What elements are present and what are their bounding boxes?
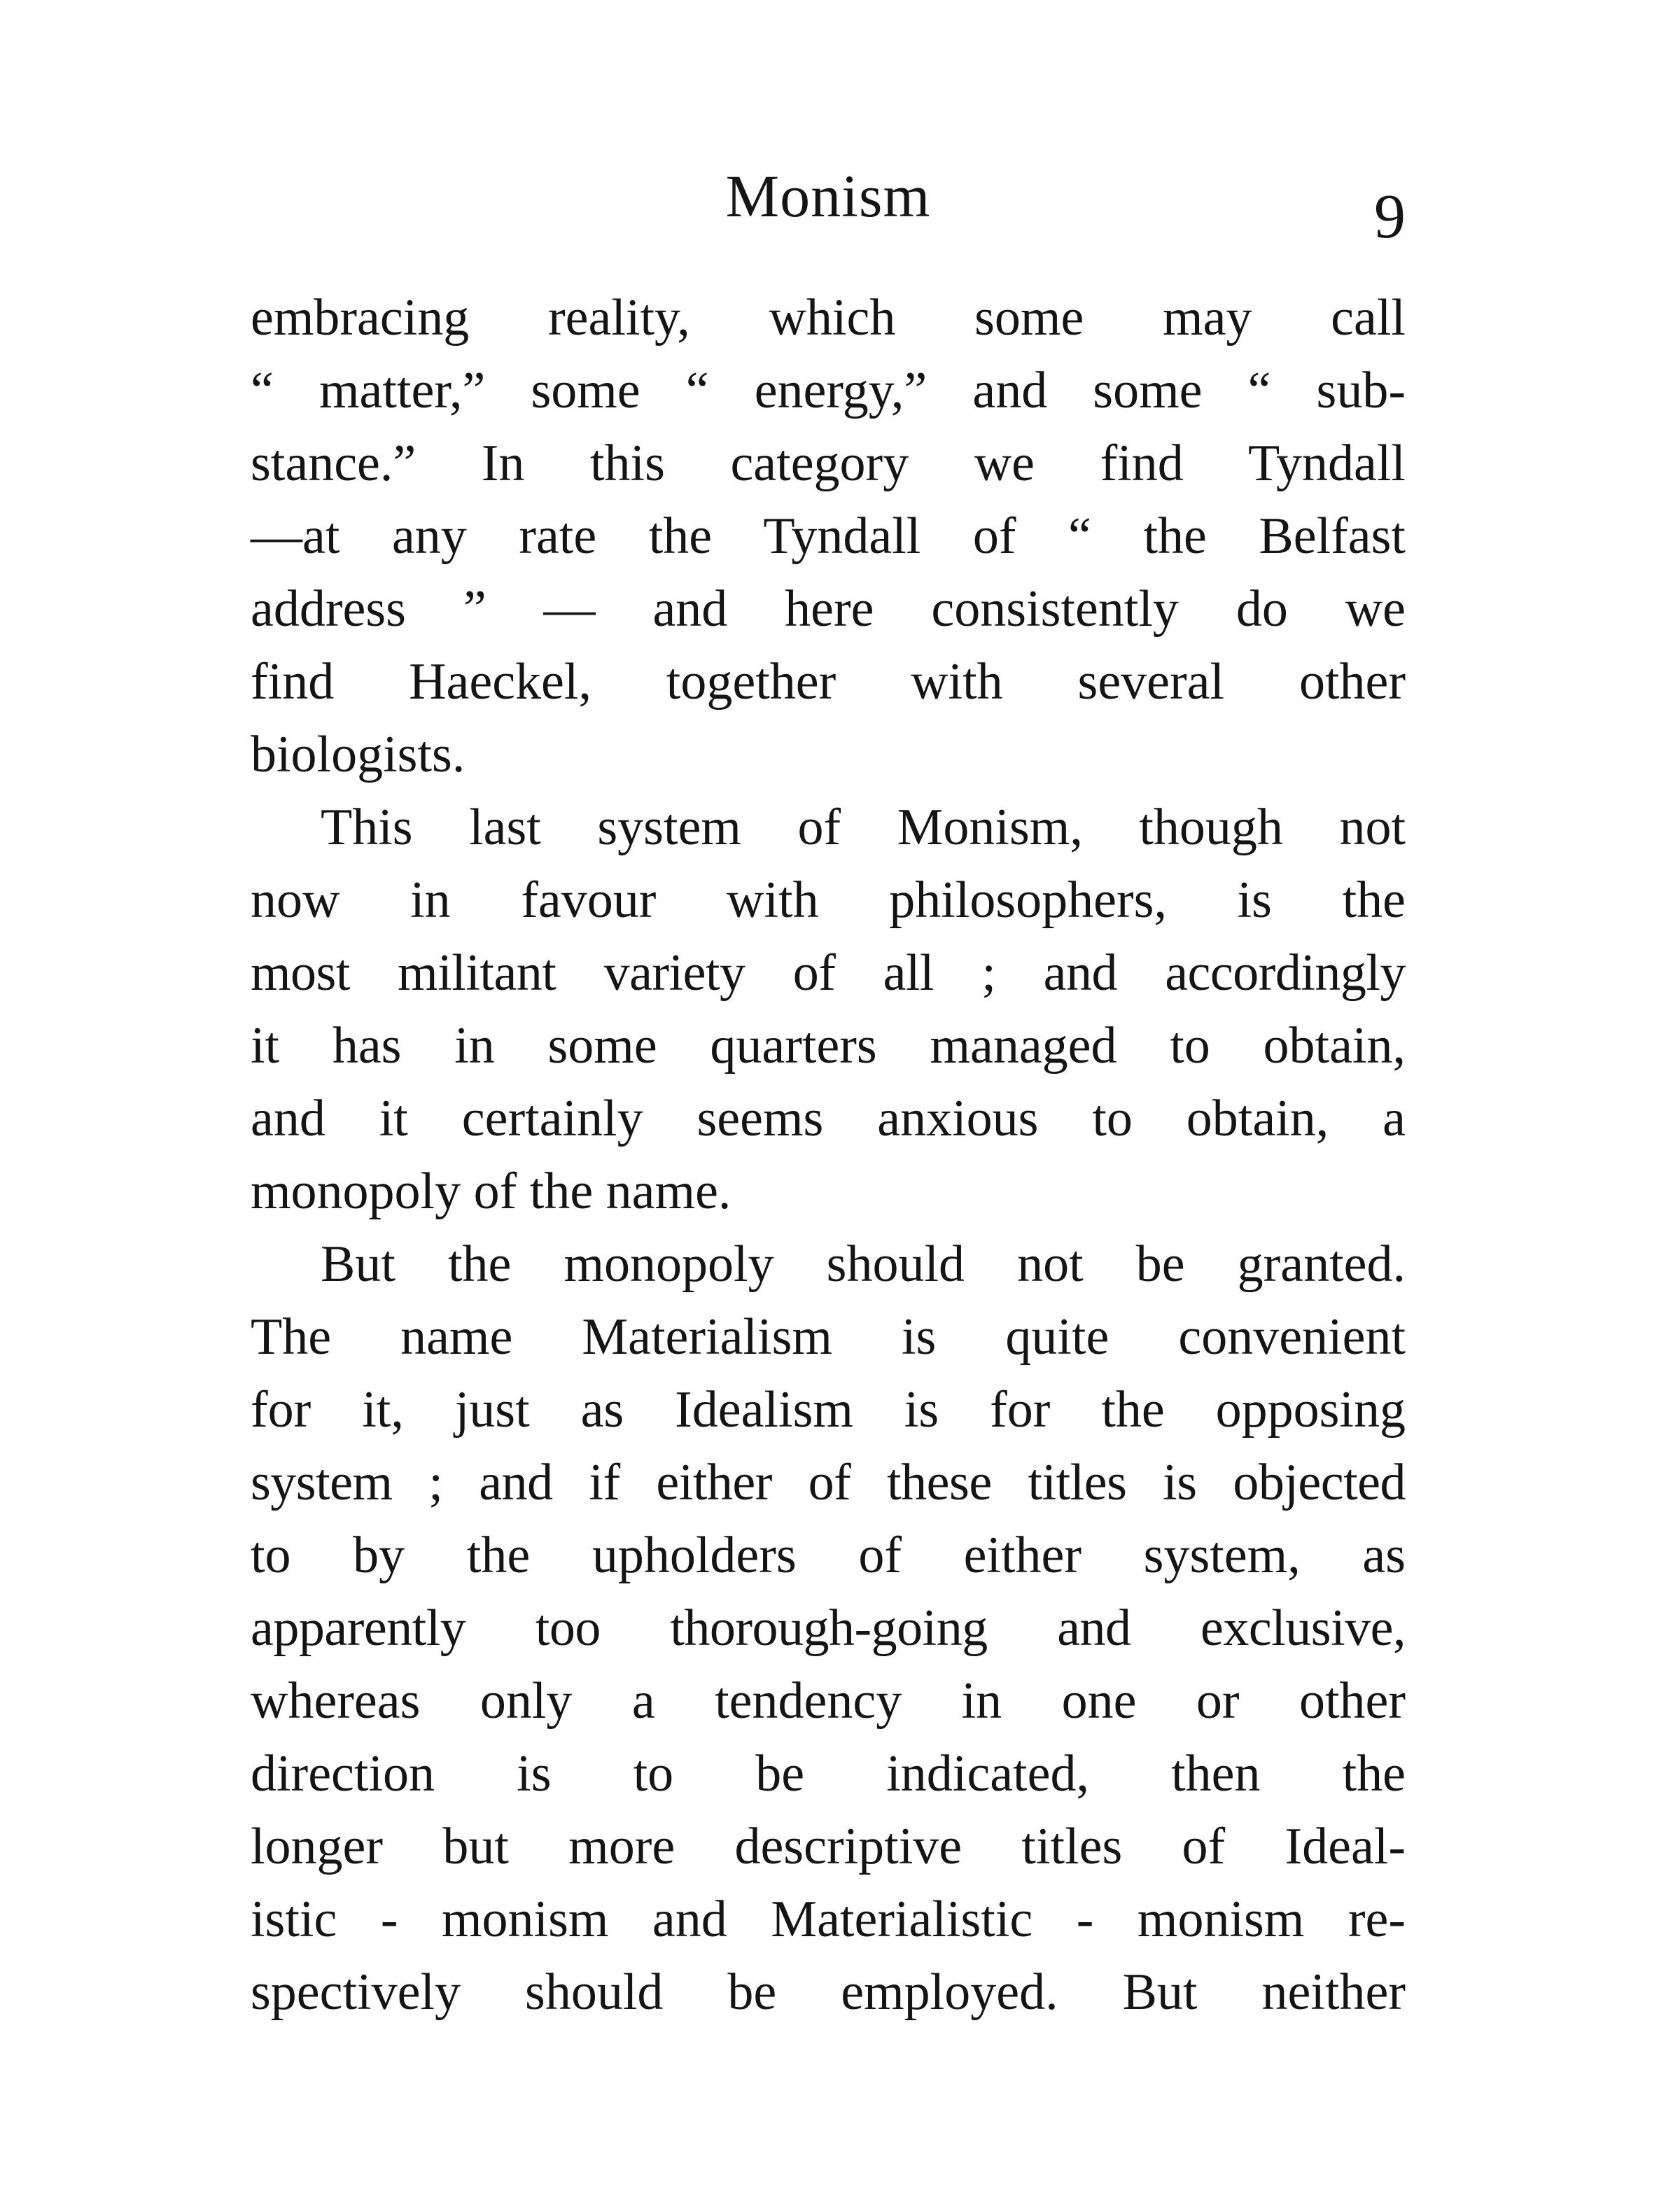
- text-line: —at any rate the Tyndall of “ the Belfast: [251, 507, 1406, 565]
- text-line: direction is to be indicated, then the: [251, 1745, 1406, 1802]
- text-line: embracing reality, which some may call: [251, 289, 1406, 346]
- text-line: to by the upholders of either system, as: [251, 1527, 1406, 1584]
- page-number: 9: [1374, 182, 1406, 251]
- text-line: find Haeckel, together with several other: [251, 653, 1406, 710]
- text-line: spectively should be employed. But neither: [251, 1963, 1406, 2021]
- text-line: The name Materialism is quite convenient: [251, 1308, 1406, 1366]
- text-line: address ” — and here consistently do we: [251, 580, 1406, 638]
- text-line: whereas only a tendency in one or other: [251, 1672, 1406, 1730]
- text-line: This last system of Monism, though not: [321, 799, 1406, 856]
- running-title: Monism: [725, 162, 931, 230]
- text-line: But the monopoly should not be granted.: [321, 1236, 1406, 1293]
- text-line: for it, just as Idealism is for the opposing: [251, 1381, 1406, 1438]
- text-line: now in favour with philosophers, is the: [251, 872, 1406, 929]
- text-line: apparently too thorough-going and exclusive,: [251, 1600, 1406, 1657]
- text-line: it has in some quarters managed to obtain,: [251, 1017, 1406, 1074]
- body-text: [251, 281, 1406, 2029]
- text-line: and it certainly seems anxious to obtain, a: [251, 1090, 1406, 1147]
- running-head: [251, 158, 1406, 251]
- text-line: biologists.: [251, 726, 465, 783]
- paragraph: [251, 791, 1406, 1228]
- text-line: longer but more descriptive titles of Ideal-: [251, 1818, 1406, 1875]
- text-line: system ; and if either of these titles is objected: [251, 1454, 1406, 1511]
- text-line: stance.” In this category we find Tyndall: [251, 435, 1406, 492]
- paragraph: [251, 281, 1406, 791]
- text-line: monopoly of the name.: [251, 1163, 732, 1220]
- text-line: istic - monism and Materialistic - monism re-: [251, 1891, 1406, 1948]
- text-line: most militant variety of all ; and accordingly: [251, 944, 1406, 1002]
- paragraph: [251, 1228, 1406, 2029]
- text-line: “ matter,” some “ energy,” and some “ sub-: [251, 362, 1406, 419]
